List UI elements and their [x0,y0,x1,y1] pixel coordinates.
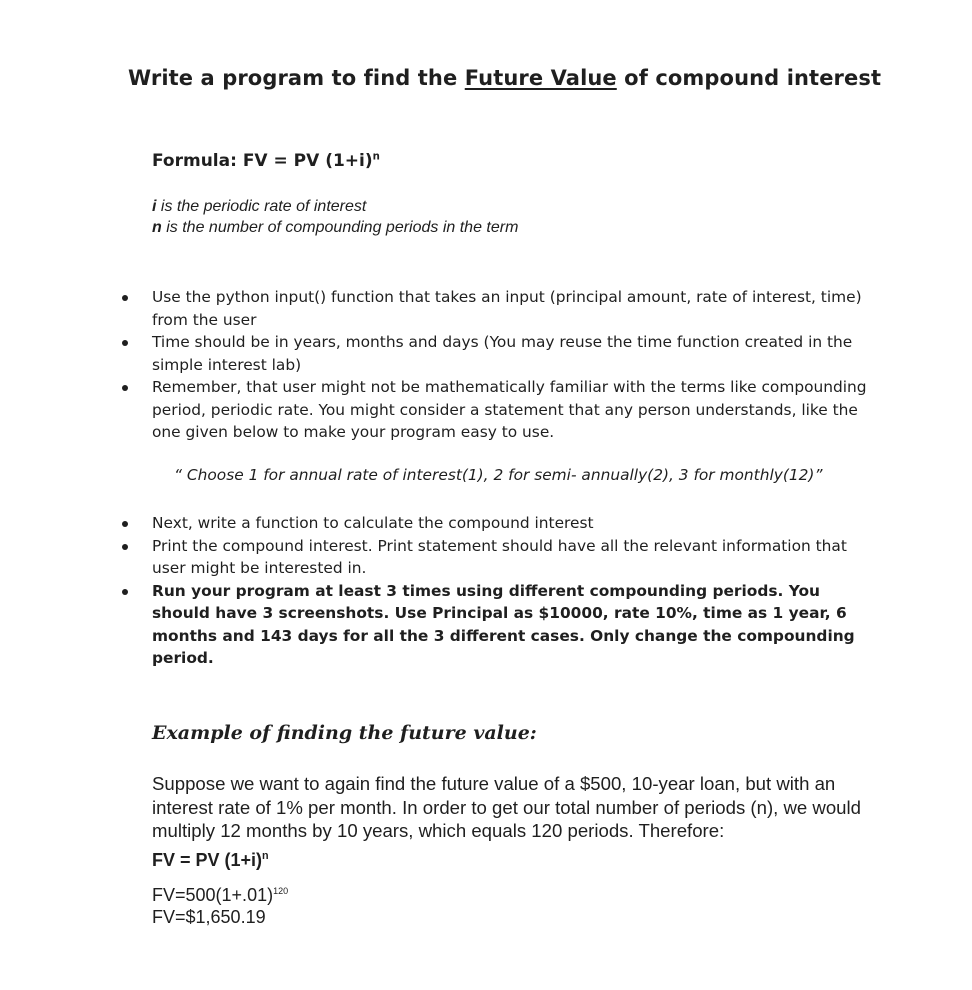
list-item-text: Time should be in years, months and days (You may reuse the time function created in the simple interest lab) [152,333,853,374]
list-item-text: Print the compound interest. Print statement should have all the relevant information that user might be interested in. [152,536,847,577]
definition-text: is the number of compounding periods in the term [161,219,519,236]
formula-exponent: n [372,151,380,163]
example-formula-exponent: n [262,850,269,862]
instructions-list-second [152,512,882,670]
list-item [152,376,882,444]
definition-symbol: n [152,219,162,236]
list-item [152,512,882,535]
instructions-list-first [152,286,882,444]
bullet-icon [122,385,128,391]
formula-heading [152,151,380,171]
calc-line-1-exponent: 120 [273,886,289,896]
calc-line-1 [152,884,288,906]
list-item [152,286,882,331]
list-item-text: Run your program at least 3 times using different compounding periods. You should have 3 screenshots. Use Principal as $10000, rate 10%, time as 1 year, 6 months and 143 days for all the 3 different cases. Only change the compounding period. [152,581,855,667]
definition-i [152,196,518,217]
page-title [128,66,881,90]
bullet-icon [122,544,128,550]
bullet-icon [122,589,128,595]
list-item-text: Use the python input() function that takes an input (principal amount, rate of interest, time) from the user [152,288,862,329]
definition-n [152,217,518,238]
example-formula [152,850,269,871]
example-calculation [152,884,288,928]
example-heading: Example of finding the future value: [152,722,537,744]
definition-symbol: i [152,198,157,215]
list-item-text: Next, write a function to calculate the compound interest [152,514,594,532]
list-item-text: Remember, that user might not be mathematically familiar with the terms like compounding period, periodic rate. You might consider a statement that any person understands, like the one given below to make your program easy to use. [152,378,867,441]
bullet-icon [122,521,128,527]
definition-text: is the periodic rate of interest [156,198,367,215]
calc-line-1-text: FV=500(1+.01) [152,885,274,905]
example-formula-label: FV = PV (1+i) [152,850,263,870]
title-suffix: of compound interest [616,66,882,90]
bullet-icon [122,340,128,346]
choose-statement: “ Choose 1 for annual rate of interest(1), 2 for semi- annually(2), 3 for monthly(12)” [174,466,823,484]
title-prefix: Write a program to find the [128,66,465,90]
example-paragraph: Suppose we want to again find the future value of a $500, 10-year loan, but with an interest rate of 1% per month. In order to get our total number of periods (n), we would multiply 12 months by 10 years, which equals 120 periods. Therefore: [152,773,861,841]
calc-line-2: FV=$1,650.19 [152,907,266,927]
list-item [152,331,882,376]
title-underlined: Future Value [464,66,617,90]
list-item [152,580,882,670]
list-item [152,535,882,580]
variable-definitions [152,196,518,238]
bullet-icon [122,295,128,301]
formula-label: Formula: FV = PV (1+i) [152,151,373,171]
